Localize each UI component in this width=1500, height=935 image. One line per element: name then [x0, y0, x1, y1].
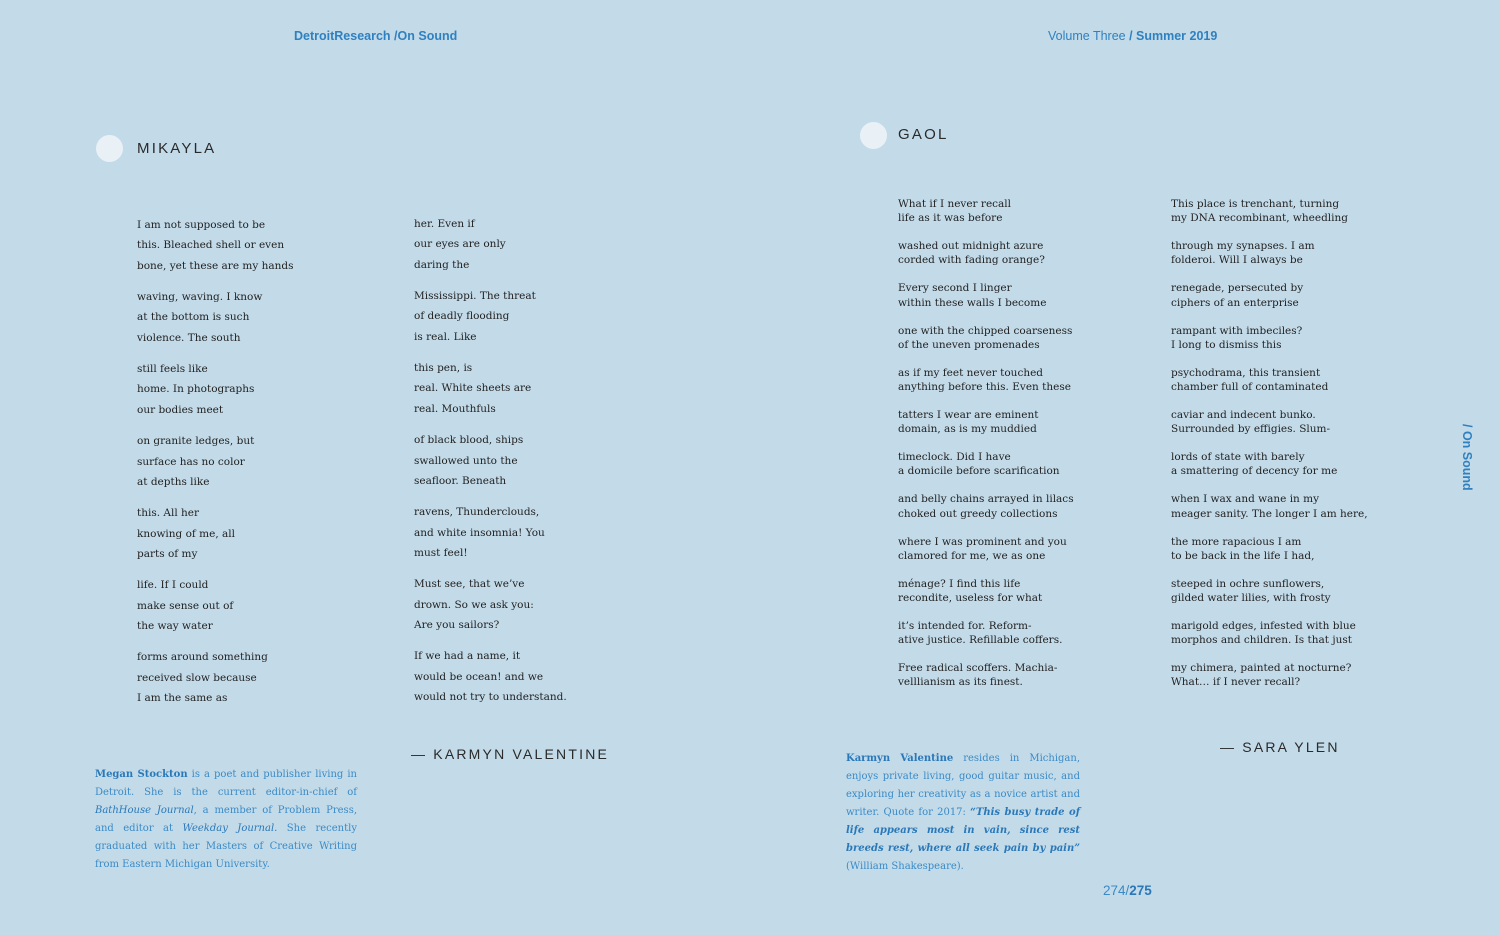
poem-line: my DNA recombinant, wheedling	[1171, 212, 1349, 225]
stanza	[1171, 535, 1368, 563]
poem-line: washed out midnight azure	[898, 240, 1044, 253]
stanza	[414, 358, 567, 419]
stanza	[1171, 366, 1368, 394]
poem-line: make sense out of	[137, 599, 234, 612]
bio-quote: “This busy trade of life appears most in vain, since rest breeds rest, where all seek pain by pain”	[846, 807, 1081, 854]
poem-line: still feels like	[137, 363, 208, 376]
poem-author: — KARMYN VALENTINE	[411, 746, 610, 762]
stanza	[898, 197, 1074, 225]
bio-name: Megan Stockton	[95, 769, 188, 780]
stanza	[414, 430, 567, 491]
stanza	[1171, 450, 1368, 478]
poem-line: through my synapses. I am	[1171, 240, 1315, 253]
poem-line: rampant with imbeciles?	[1171, 324, 1303, 337]
poem-line: her. Even if	[414, 218, 475, 230]
poem-line: my chimera, painted at nocturne?	[1171, 662, 1352, 675]
side-section-label: / On Sound	[1460, 424, 1474, 491]
poem-line: would not try to understand.	[414, 691, 567, 704]
poem-line: at depths like	[137, 475, 210, 488]
stanza	[137, 431, 294, 492]
poem-line: within these walls I become	[898, 296, 1047, 309]
poem-line: marigold edges, infested with blue	[1171, 620, 1356, 633]
poem-line: velllianism as its finest.	[898, 676, 1023, 689]
poem-line: knowing of me, all	[137, 527, 235, 540]
poem-column	[1171, 197, 1368, 703]
poem-author: — SARA YLEN	[1220, 739, 1340, 755]
stanza	[898, 577, 1074, 605]
stanza	[898, 366, 1074, 394]
poem-line: must feel!	[414, 546, 468, 559]
poem-line: I am the same as	[137, 692, 228, 705]
poem-line: life. If I could	[137, 579, 209, 592]
poem-line: tatters I wear are eminent	[898, 409, 1039, 422]
bio-text: She recently graduated with her Masters of Creative Writing from Eastern Michigan University.	[95, 823, 357, 870]
poem-line: swallowed unto the	[414, 454, 518, 467]
stanza	[898, 535, 1074, 563]
poem-line: gilded water lilies, with frosty	[1171, 592, 1331, 605]
bio-name: Karmyn Valentine	[846, 753, 954, 764]
poem-line: a domicile before scarification	[898, 465, 1060, 478]
poem-line: ravens, Thunderclouds,	[414, 506, 540, 519]
poem-column	[137, 215, 294, 720]
poem-line: ciphers of an enterprise	[1171, 296, 1299, 309]
stanza	[1171, 577, 1368, 605]
poem-line: as if my feet never touched	[898, 366, 1044, 379]
stanza	[1171, 197, 1368, 225]
stanza	[414, 574, 567, 635]
poem-line: I am not supposed to be	[137, 219, 266, 231]
stanza	[898, 239, 1074, 267]
poem-line: a smattering of decency for me	[1171, 465, 1338, 478]
poem-line: daring the	[414, 258, 470, 271]
page-number-right: 275	[1129, 883, 1152, 898]
poem-title: GAOL	[898, 126, 949, 143]
poem-line: forms around something	[137, 651, 268, 664]
poem-column	[898, 197, 1074, 703]
stanza	[414, 646, 567, 707]
poem-line: this. All her	[137, 507, 200, 520]
publication-name: DetroitResearch	[294, 29, 391, 43]
journal-title: BathHouse Journal	[95, 805, 194, 816]
stanza	[137, 359, 294, 420]
poem-line: on granite ledges, but	[137, 435, 255, 448]
poem-line: timeclock. Did I have	[898, 451, 1011, 464]
poem-line: Surrounded by effigies. Slum-	[1171, 423, 1331, 436]
poem-line: folderoi. Will I always be	[1171, 254, 1303, 267]
running-header-right	[1048, 29, 1217, 43]
poem-line: I long to dismiss this	[1171, 338, 1282, 351]
stanza	[1171, 492, 1368, 520]
poem-line: violence. The south	[137, 331, 241, 344]
poem-line: recondite, useless for what	[898, 592, 1043, 605]
author-bio	[95, 766, 357, 874]
poem-line: lords of state with barely	[1171, 451, 1305, 464]
poem-line: steeped in ochre sunflowers,	[1171, 577, 1325, 590]
poem-line: If we had a name, it	[414, 650, 521, 663]
poem-line: What… if I never recall?	[1171, 676, 1301, 689]
poem-line: and white insomnia! You	[414, 526, 545, 539]
poem-line: corded with fading orange?	[898, 254, 1045, 267]
poem-line: surface has no color	[137, 455, 245, 468]
poem-line: real. White sheets are	[414, 382, 532, 395]
author-bio	[846, 750, 1080, 876]
poem-line: and belly chains arrayed in lilacs	[898, 493, 1074, 506]
stanza	[898, 408, 1074, 436]
poem-line: morphos and children. Is that just	[1171, 634, 1352, 647]
bio-text: (William Shakespeare).	[846, 861, 964, 872]
poem-line: clamored for me, we as one	[898, 549, 1046, 562]
stanza	[1171, 239, 1368, 267]
circle-bullet-icon	[860, 122, 887, 149]
poem-line: real. Mouthfuls	[414, 402, 496, 415]
running-header-left	[294, 29, 457, 43]
stanza	[414, 502, 567, 563]
poem-line: Free radical scoffers. Machia-	[898, 662, 1058, 675]
stanza	[1171, 619, 1368, 647]
poem-line: would be ocean! and we	[414, 670, 544, 683]
poem-line: at the bottom is such	[137, 311, 250, 324]
poem-line: life as it was before	[898, 212, 1003, 225]
bio-text: , a member of Problem Press, and editor at	[95, 805, 357, 834]
poem-line: domain, as is my muddied	[898, 423, 1037, 436]
poem-title: MIKAYLA	[137, 140, 217, 157]
poem-column	[414, 214, 567, 719]
poem-line: Must see, that we’ve	[414, 578, 525, 591]
circle-bullet-icon	[96, 135, 123, 162]
journal-title: Weekday Journal.	[182, 823, 278, 834]
poem-line: this. Bleached shell or even	[137, 239, 285, 252]
stanza	[1171, 324, 1368, 352]
poem-line: drown. So we ask you:	[414, 598, 534, 611]
poem-line: Every second I linger	[898, 282, 1012, 295]
poem-line: the more rapacious I am	[1171, 535, 1302, 548]
bio-text: resides in Michigan, enjoys private living, good guitar music, and exploring her creativity as a novice artist and writer. Quote for 2017:	[846, 753, 1080, 818]
stanza	[137, 215, 294, 276]
page-number-left: 274/	[1103, 883, 1130, 898]
poem-line: ménage? I find this life	[898, 577, 1021, 590]
stanza	[898, 450, 1074, 478]
poem-line: seafloor. Beneath	[414, 474, 507, 487]
poem-line: Mississippi. The threat	[414, 290, 536, 303]
section-name: /On Sound	[390, 29, 458, 43]
poem-line: to be back in the life I had,	[1171, 549, 1315, 562]
poem-line: of black blood, ships	[414, 434, 524, 447]
poem-line: the way water	[137, 619, 213, 632]
poem-line: renegade, persecuted by	[1171, 282, 1304, 295]
stanza	[898, 619, 1074, 647]
poem-line: ative justice. Refillable coffers.	[898, 634, 1063, 647]
poem-line: received slow because	[137, 671, 257, 684]
poem-line: This place is trenchant, turning	[1171, 198, 1340, 210]
poem-line: choked out greedy collections	[898, 507, 1058, 520]
poem-line: anything before this. Even these	[898, 381, 1071, 394]
issue-season: / Summer 2019	[1129, 29, 1218, 43]
poem-line: where I was prominent and you	[898, 535, 1067, 548]
stanza	[898, 324, 1074, 352]
stanza	[137, 647, 294, 708]
stanza	[898, 492, 1074, 520]
poem-line: home. In photographs	[137, 383, 255, 396]
poem-line: What if I never recall	[898, 198, 1012, 210]
poem-line: Are you sailors?	[414, 618, 500, 631]
poem-line: waving, waving. I know	[137, 291, 263, 304]
stanza	[414, 286, 567, 347]
stanza	[1171, 661, 1368, 689]
stanza	[898, 281, 1074, 309]
poem-line: caviar and indecent bunko.	[1171, 409, 1316, 422]
page-numbers	[1103, 883, 1152, 898]
stanza	[1171, 408, 1368, 436]
poem-line: this pen, is	[414, 362, 473, 375]
bio-text: is a poet and publisher living in Detroit. She is the current editor-in-chief of	[95, 769, 357, 798]
poem-line: our bodies meet	[137, 403, 224, 416]
poem-line: meager sanity. The longer I am here,	[1171, 507, 1368, 520]
stanza	[137, 287, 294, 348]
stanza	[898, 661, 1074, 689]
poem-line: parts of my	[137, 547, 198, 560]
volume-label: Volume Three	[1048, 29, 1130, 43]
poem-line: bone, yet these are my hands	[137, 259, 294, 272]
poem-line: it’s intended for. Reform-	[898, 620, 1032, 633]
poem-line: chamber full of contaminated	[1171, 381, 1329, 394]
poem-line: when I wax and wane in my	[1171, 493, 1320, 506]
poem-line: one with the chipped coarseness	[898, 324, 1073, 337]
stanza	[137, 503, 294, 564]
poem-line: our eyes are only	[414, 238, 506, 251]
stanza	[414, 214, 567, 275]
poem-line: is real. Like	[414, 330, 477, 343]
poem-line: of deadly flooding	[414, 310, 510, 323]
poem-line: psychodrama, this transient	[1171, 366, 1321, 379]
poem-line: of the uneven promenades	[898, 338, 1040, 351]
stanza	[1171, 281, 1368, 309]
stanza	[137, 575, 294, 636]
